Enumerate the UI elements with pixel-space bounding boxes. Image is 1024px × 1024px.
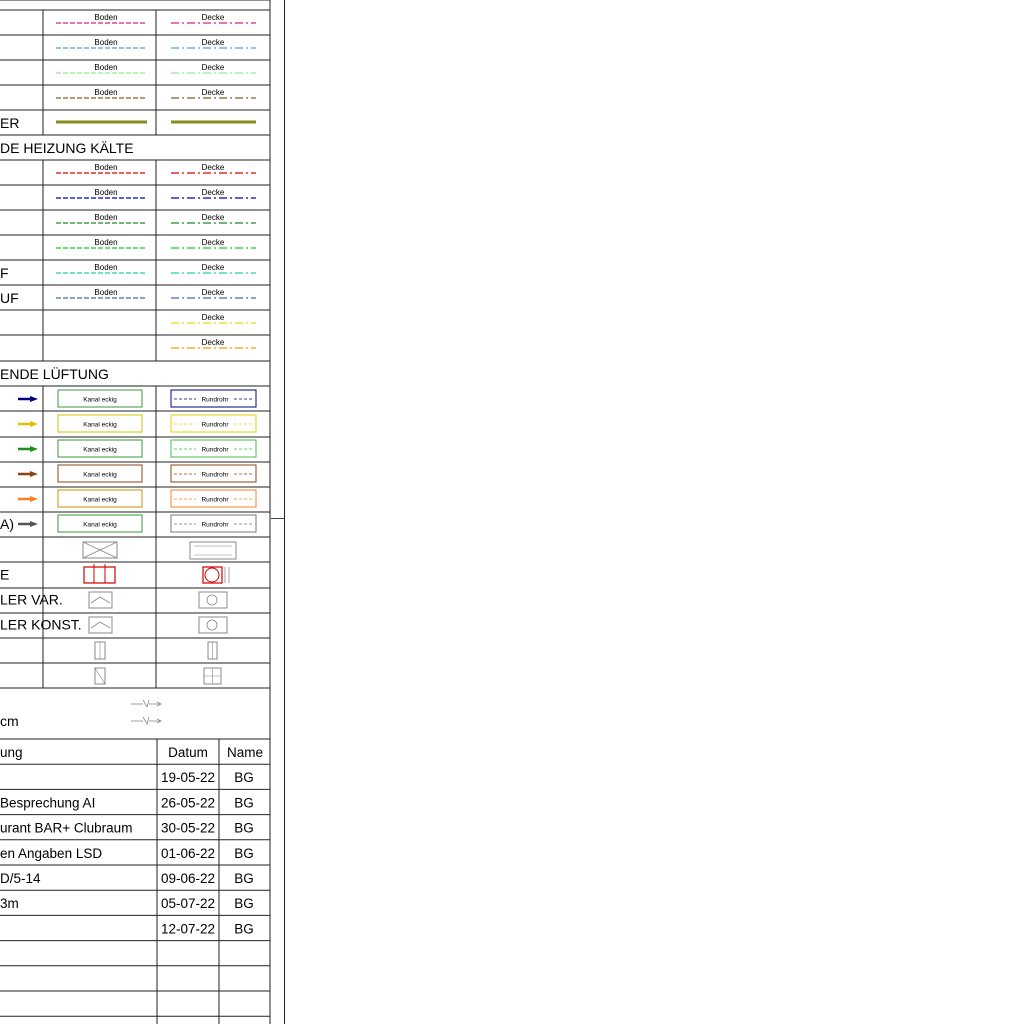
ceiling-label: Decke bbox=[201, 288, 225, 297]
floor-label: Boden bbox=[94, 188, 118, 197]
arrow-head-icon bbox=[30, 446, 38, 452]
revision-name-cell: BG bbox=[234, 845, 254, 861]
rect-duct-label: Kanal eckig bbox=[83, 471, 117, 479]
revision-date-cell: 01-06-22 bbox=[160, 845, 216, 861]
rect-duct-label: Kanal eckig bbox=[83, 396, 117, 404]
frame-tick bbox=[271, 518, 284, 519]
row-label: LER VAR. bbox=[0, 591, 63, 608]
section-heating-heading: DE HEIZUNG KÄLTE bbox=[0, 140, 134, 156]
fire-damper-circle bbox=[205, 568, 219, 582]
row-label: UF bbox=[0, 290, 19, 306]
ceiling-label: Decke bbox=[201, 88, 225, 97]
revision-date-cell: 19-05-22 bbox=[160, 770, 216, 786]
drawing-frame-line bbox=[284, 0, 285, 1024]
ceiling-label: Decke bbox=[201, 163, 225, 172]
rect-duct-label: Kanal eckig bbox=[83, 496, 117, 504]
arrow-head-icon bbox=[30, 521, 38, 527]
revision-header-date: Datum bbox=[168, 745, 208, 760]
ceiling-label: Decke bbox=[201, 63, 225, 72]
floor-label: Boden bbox=[94, 238, 118, 247]
row-label: E bbox=[0, 566, 10, 583]
revision-change-cell: en Angaben LSD bbox=[0, 845, 103, 861]
cav-controller-icon bbox=[89, 617, 112, 633]
vav-round-icon bbox=[199, 592, 227, 608]
ceiling-label: Decke bbox=[201, 213, 225, 222]
rect-duct-label: Kanal eckig bbox=[83, 446, 117, 454]
round-duct-label: Rundrohr bbox=[201, 421, 229, 429]
arrow-head-icon bbox=[30, 396, 38, 402]
round-duct-label: Rundrohr bbox=[201, 396, 229, 404]
silencer-icon bbox=[190, 542, 236, 559]
arrow-head-icon bbox=[30, 496, 38, 502]
round-duct-label: Rundrohr bbox=[201, 446, 229, 454]
controller-circle bbox=[207, 595, 217, 605]
revision-name-cell: BG bbox=[234, 896, 254, 912]
revision-name-cell: BG bbox=[234, 770, 254, 786]
floor-label: Boden bbox=[94, 13, 118, 22]
row-label: LER KONST. bbox=[0, 616, 82, 633]
floor-label: Boden bbox=[94, 263, 118, 272]
cav-round-icon bbox=[199, 617, 227, 633]
row-label-er: ER bbox=[0, 115, 20, 131]
legend-table bbox=[0, 0, 271, 1024]
floor-label: Boden bbox=[94, 88, 118, 97]
diffuser-diag bbox=[95, 668, 105, 684]
controller-symbol bbox=[91, 597, 110, 603]
revision-date-cell: 09-06-22 bbox=[160, 871, 216, 886]
floor-label: Boden bbox=[94, 63, 118, 72]
ceiling-label: Decke bbox=[201, 238, 225, 247]
ceiling-label: Decke bbox=[201, 38, 225, 47]
connector-zigzag bbox=[143, 717, 149, 724]
floor-label: Boden bbox=[94, 213, 118, 222]
revision-header-name: Name bbox=[226, 745, 264, 760]
round-duct-label: Rundrohr bbox=[201, 521, 229, 529]
floor-label: Boden bbox=[94, 38, 118, 47]
controller-circle bbox=[207, 620, 217, 630]
cm-label: cm bbox=[0, 713, 19, 729]
fire-damper-icon bbox=[84, 567, 115, 583]
revision-name-cell: BG bbox=[234, 795, 254, 811]
vav-controller-icon bbox=[89, 592, 112, 608]
ceiling-label: Decke bbox=[201, 188, 225, 197]
rect-duct-label: Kanal eckig bbox=[83, 521, 117, 529]
row-label: F bbox=[0, 265, 9, 281]
revision-change-cell: D/5-14 bbox=[0, 871, 41, 886]
revision-name-cell: BG bbox=[234, 921, 254, 937]
ceiling-label: Decke bbox=[201, 338, 225, 347]
revision-name-cell: BG bbox=[234, 820, 254, 836]
revision-date-cell: 30-05-22 bbox=[160, 820, 216, 836]
round-duct-label: Rundrohr bbox=[201, 471, 229, 479]
revision-change-cell: 3m bbox=[0, 896, 19, 912]
revision-header-change: ung bbox=[0, 745, 23, 760]
controller-symbol bbox=[91, 622, 110, 628]
ceiling-label: Decke bbox=[201, 313, 225, 322]
ceiling-label: Decke bbox=[201, 13, 225, 22]
ceiling-label: Decke bbox=[201, 263, 225, 272]
row-label: A) bbox=[0, 516, 14, 532]
rect-duct-label: Kanal eckig bbox=[83, 421, 117, 429]
revision-change-cell: Besprechung AI bbox=[0, 795, 96, 811]
revision-date-cell: 26-05-22 bbox=[160, 795, 216, 811]
arrow-head-icon bbox=[30, 421, 38, 427]
connector-zigzag bbox=[143, 700, 149, 707]
revision-change-cell: urant BAR+ Clubraum bbox=[0, 820, 133, 836]
floor-label: Boden bbox=[94, 163, 118, 172]
section-ventilation-heading: ENDE LÜFTUNG bbox=[0, 366, 109, 382]
revision-date-cell: 12-07-22 bbox=[160, 921, 216, 937]
floor-label: Boden bbox=[94, 288, 118, 297]
round-duct-label: Rundrohr bbox=[201, 496, 229, 504]
revision-name-cell: BG bbox=[234, 871, 254, 886]
revision-date-cell: 05-07-22 bbox=[160, 896, 216, 912]
arrow-head-icon bbox=[30, 471, 38, 477]
